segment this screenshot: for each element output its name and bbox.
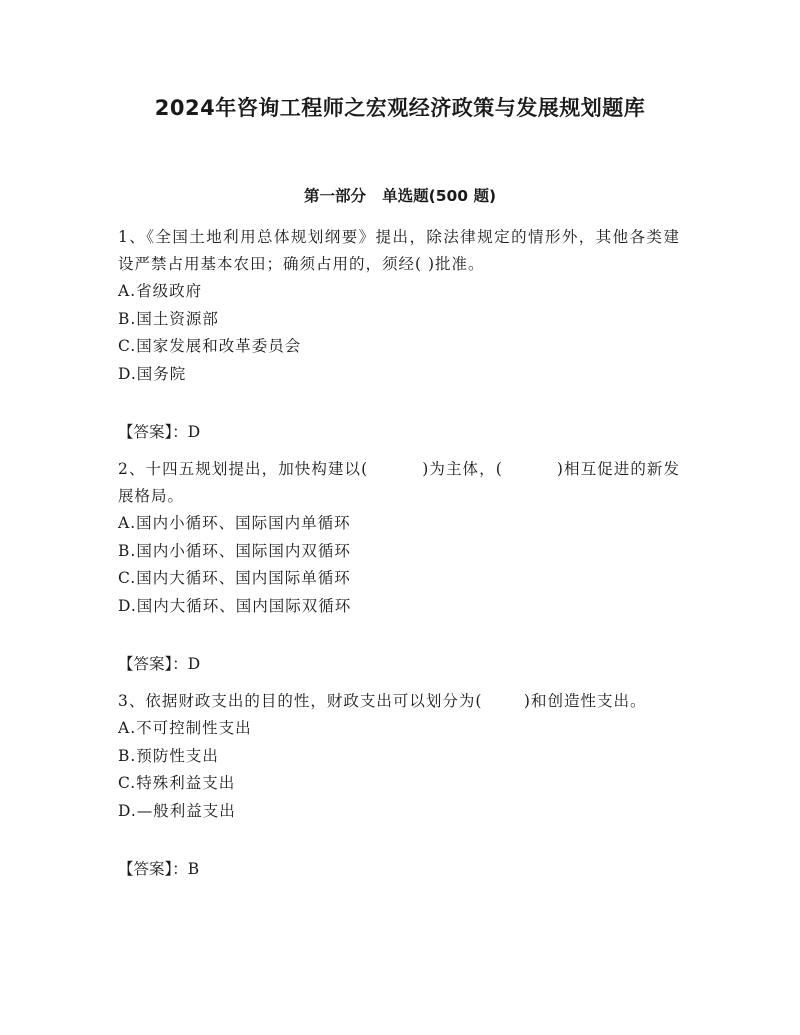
option-c: C.国家发展和改革委员会: [118, 337, 302, 355]
question-stem: 2、十四五规划提出，加快构建以( )为主体，( )相互促进的新发展格局。: [118, 460, 680, 505]
section-title: 第一部分 单选题(500 题): [303, 187, 497, 205]
document-title: 2024年咨询工程师之宏观经济政策与发展规划题库: [154, 96, 646, 120]
option-a: A.国内小循环、国际国内单循环: [118, 514, 351, 532]
option-a: A.省级政府: [118, 282, 203, 300]
question-stem: 3、依据财政支出的目的性，财政支出可以划分为( )和创造性支出。: [118, 692, 647, 710]
option-d: D.国内大循环、国内国际双循环: [118, 596, 352, 615]
question-item: [118, 688, 680, 883]
option-b: B.国土资源部: [118, 309, 219, 328]
option-d: D.国务院: [118, 364, 187, 383]
option-c: C.特殊利益支出: [118, 774, 236, 792]
option-a: A.不可控制性支出: [118, 719, 252, 737]
question-item: [118, 456, 680, 678]
question-item: [118, 224, 680, 446]
question-stem: 1、《全国土地利用总体规划纲要》提出，除法律规定的情形外，其他各类建设严禁占用基本农田；确须占用的，须经( )批准。: [118, 228, 680, 273]
option-b: B.国内小循环、国际国内双循环: [118, 541, 351, 560]
answer-line: 【答案】：D: [118, 423, 201, 441]
option-c: C.国内大循环、国内国际单循环: [118, 569, 351, 587]
option-d: D.—般利益支出: [118, 801, 236, 820]
question-list: [118, 224, 680, 883]
option-b: B.预防性支出: [118, 746, 219, 765]
answer-line: 【答案】：D: [118, 655, 201, 673]
answer-line: 【答案】：B: [118, 860, 200, 878]
